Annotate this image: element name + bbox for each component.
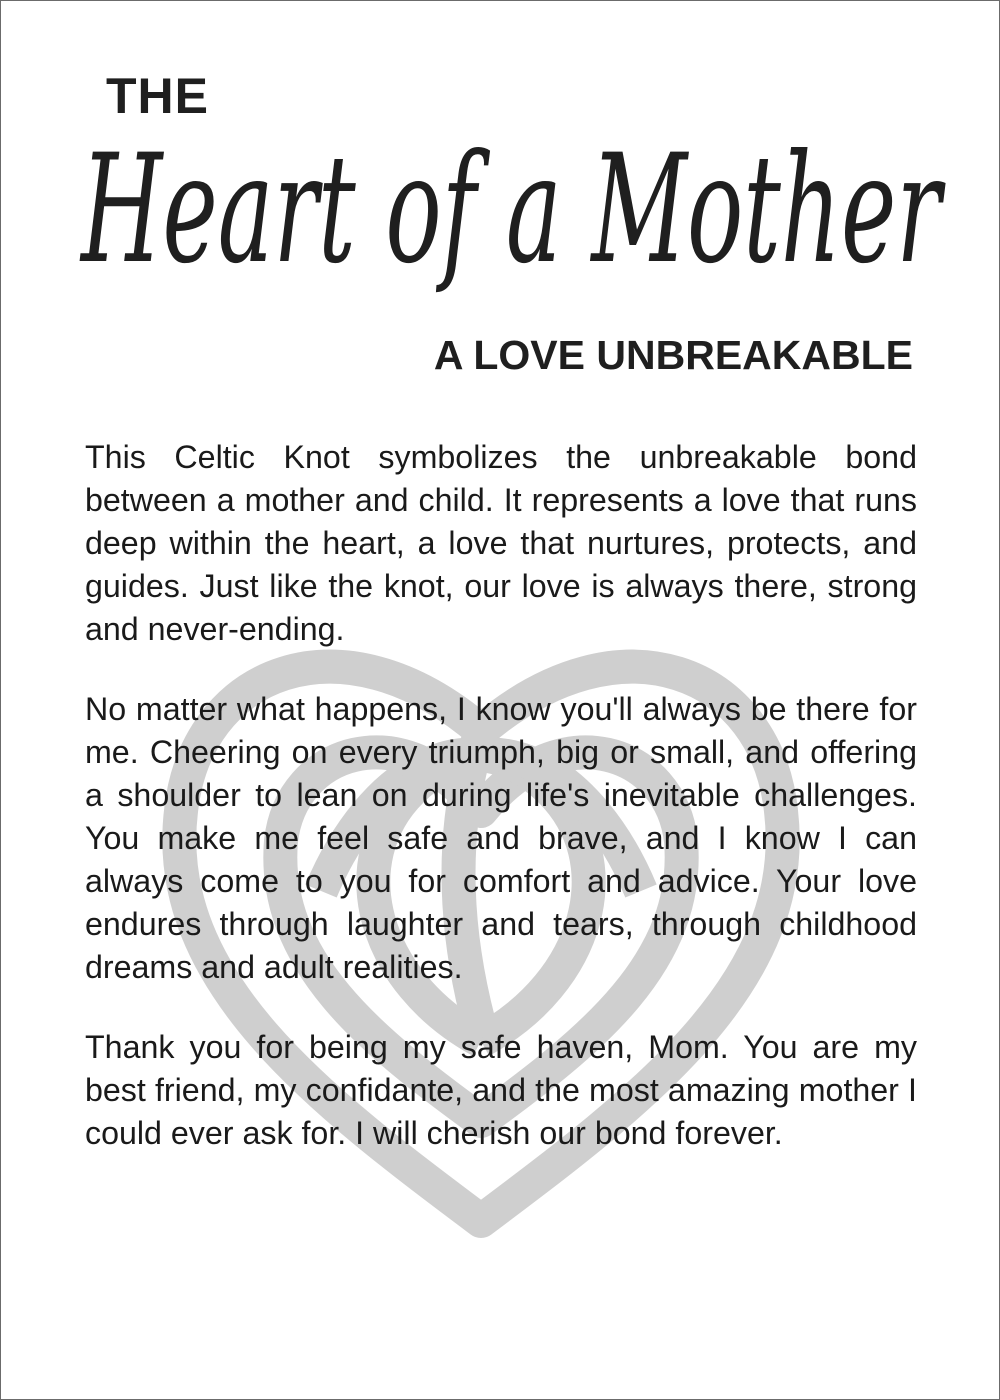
subtitle: A LOVE UNBREAKABLE [433,332,913,378]
script-title-text: Heart of a Mother [79,123,947,297]
paragraph-3: Thank you for being my safe haven, Mom. You are my best friend, my confidante, and the most amazing mother I could ever ask for. I will cherish our bond forever. [85,1029,917,1151]
paragraph-1: This Celtic Knot symbolizes the unbreakable bond between a mother and child. It represents a love that runs deep within the heart, a love that nurtures, protects, and guides. Just like the knot, our love is always there, strong and never-ending. [85,439,917,647]
paragraph-2: No matter what happens, I know you'll always be there for me. Cheering on every triumph, big or small, and offering a shoulder to lean on during life's inevitable challenges. You make me feel safe and brave, and I know I can always come to you for comfort and advice. Your love endures through laughter and tears, through childhood dreams and adult realities. [85,691,917,985]
poem-body [85,436,917,1192]
title-eyebrow: THE [106,68,209,124]
script-title [61,111,961,341]
